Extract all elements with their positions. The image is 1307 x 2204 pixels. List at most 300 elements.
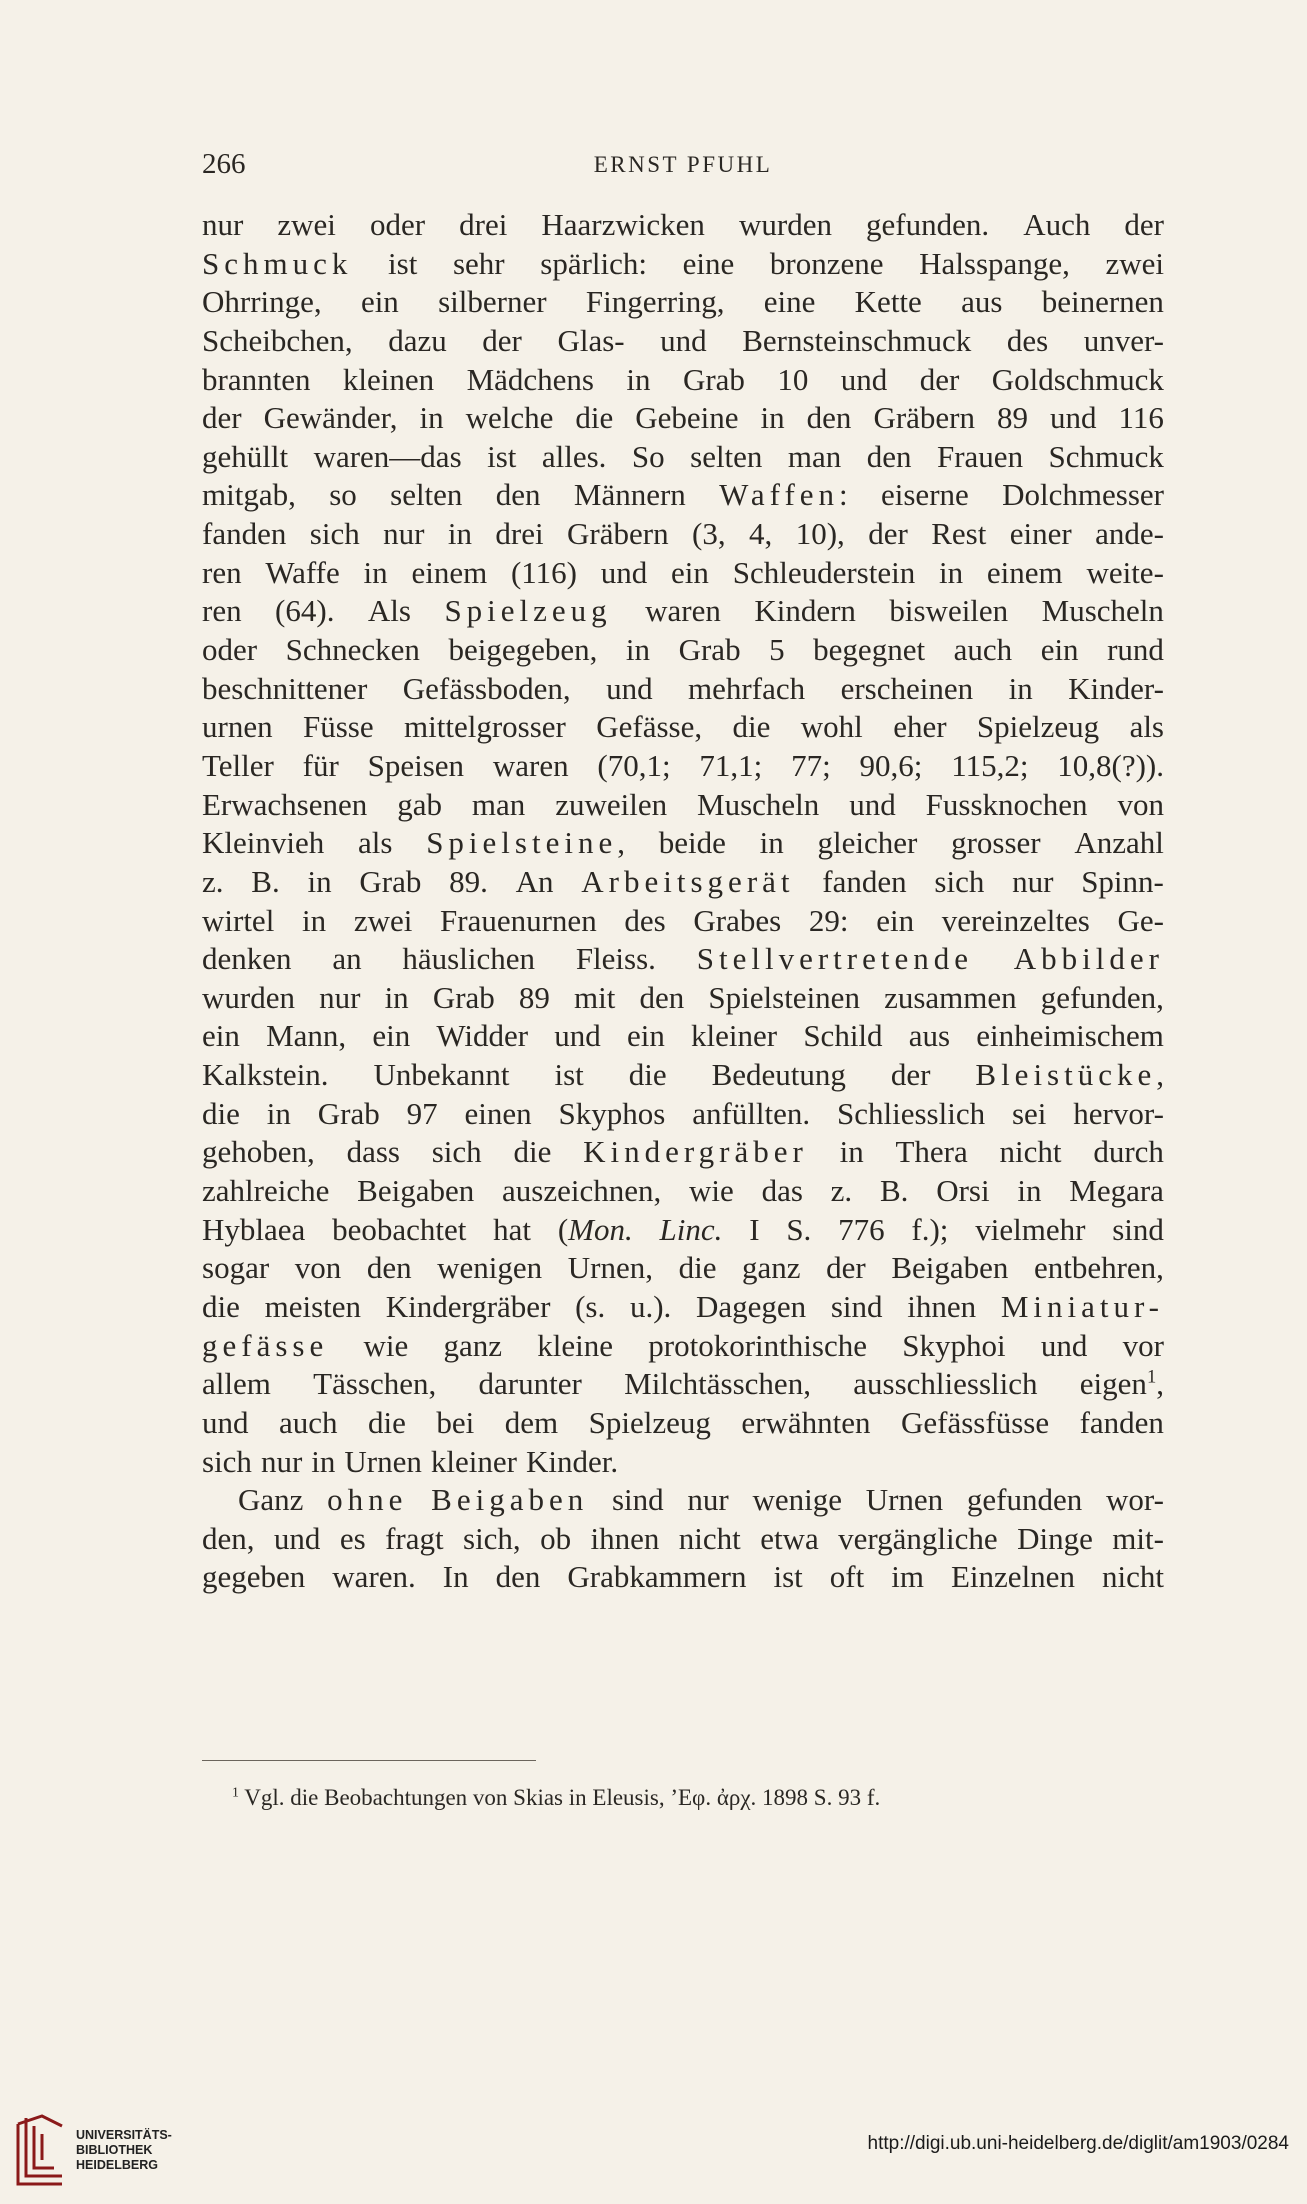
word: sind — [830, 1288, 883, 1324]
word: 77; — [791, 747, 831, 783]
word: dass — [346, 1134, 400, 1170]
word: in — [311, 1443, 336, 1479]
word: 89 — [518, 979, 550, 1015]
word: f.); — [911, 1211, 949, 1247]
word: ist — [773, 1559, 803, 1595]
word: (s. — [575, 1288, 606, 1324]
word: Goldschmuck — [991, 361, 1164, 397]
text-line — [202, 631, 1164, 670]
word: wirtel — [202, 902, 275, 938]
text-line — [202, 940, 1164, 979]
word: zwei — [1105, 245, 1164, 281]
footnote — [232, 1785, 1164, 1811]
word: Urnen, — [567, 1250, 653, 1286]
word: Frauen — [936, 438, 1024, 474]
text-line — [202, 979, 1164, 1018]
logo-line: BIBLIOTHEK — [76, 2143, 153, 2157]
text-line — [202, 206, 1164, 245]
footnote-marker: 1 — [232, 1784, 239, 1800]
text-line — [202, 322, 1164, 361]
word: ande- — [1095, 516, 1164, 552]
word: begegnet — [813, 632, 926, 668]
text-line — [202, 1288, 1164, 1327]
word: eiserne — [881, 477, 969, 513]
word: in — [307, 863, 332, 899]
word: Abbilder — [1013, 941, 1164, 977]
word: einheimischem — [976, 1018, 1164, 1054]
word: vereinzeltes — [941, 902, 1090, 938]
word: urnen — [202, 709, 273, 745]
word: Dolchmesser — [1002, 477, 1164, 513]
word: in — [419, 400, 444, 436]
source-url[interactable]: http://digi.ub.uni-heidelberg.de/diglit/am1903/0284 — [867, 2133, 1289, 2154]
word: die — [202, 1095, 240, 1131]
word: waren—das — [313, 438, 462, 474]
word: welche — [465, 400, 554, 436]
word: selten — [690, 438, 763, 474]
word: kleinen — [342, 361, 435, 397]
word: ein — [1040, 632, 1079, 668]
word: vergängliche — [838, 1520, 998, 1556]
word: und — [202, 1404, 249, 1440]
text-line — [202, 515, 1164, 554]
word: in — [759, 825, 784, 861]
word: Kette — [854, 284, 922, 320]
word: 115,2; — [951, 747, 1029, 783]
word: ein — [360, 284, 399, 320]
word: beschnittener — [202, 670, 368, 706]
word: einem — [411, 554, 488, 590]
word: wie — [363, 1327, 409, 1363]
word: unver- — [1083, 322, 1164, 358]
word: in — [447, 516, 472, 552]
word: Megara — [1069, 1173, 1164, 1209]
word: die — [368, 1404, 406, 1440]
text-line — [202, 1558, 1164, 1597]
word: wurden — [202, 979, 295, 1015]
word: den, — [202, 1520, 255, 1556]
word: in — [625, 632, 651, 668]
word: Einzelnen — [951, 1559, 1075, 1595]
text-line — [202, 670, 1164, 709]
text-line — [202, 1172, 1164, 1211]
word: nicht — [1101, 1559, 1164, 1595]
word: entbehren, — [1033, 1250, 1164, 1286]
word: 89. — [449, 863, 488, 899]
word: 10,8(?)). — [1057, 747, 1164, 783]
word: beobachtet — [332, 1211, 467, 1247]
word: erscheinen — [840, 670, 974, 706]
text-line — [202, 1095, 1164, 1134]
word: Kindergräber — [385, 1288, 551, 1324]
word: einen — [464, 1095, 532, 1131]
text-line — [202, 1404, 1164, 1443]
text-line — [202, 1365, 1164, 1404]
word: rund — [1107, 632, 1164, 668]
word: Speisen — [367, 747, 465, 783]
word: an — [332, 941, 362, 977]
word: den — [495, 1559, 541, 1595]
text-line — [202, 438, 1164, 477]
word: 29: — [808, 902, 849, 938]
word: der — [1124, 207, 1164, 242]
word: drei — [495, 516, 544, 552]
word: Ohrringe, — [202, 284, 322, 320]
word: Mädchens — [466, 361, 594, 397]
word: kleine — [537, 1327, 614, 1363]
word: Schmuck — [1048, 438, 1164, 474]
word: nur — [260, 1443, 303, 1479]
word: 89 — [997, 400, 1028, 436]
word: Kinder- — [1068, 670, 1164, 706]
word: Männern — [573, 477, 686, 513]
word: gehoben, — [202, 1134, 315, 1170]
word: (116) — [510, 554, 577, 590]
word: ihnen — [590, 1520, 660, 1556]
word: (Mon. — [557, 1211, 633, 1247]
word: gefässe — [202, 1327, 329, 1363]
word: 776 — [838, 1211, 885, 1247]
word: etwa — [760, 1520, 819, 1556]
word: waren — [492, 747, 569, 783]
word: und — [606, 670, 653, 706]
word: und — [554, 1018, 601, 1054]
word: eine — [682, 245, 735, 281]
footnote-rule — [202, 1760, 536, 1761]
word: I — [749, 1211, 760, 1247]
word: Beigaben — [891, 1250, 1009, 1286]
word: nur — [319, 979, 361, 1015]
word: in — [363, 554, 388, 590]
word: Frauenurnen — [440, 902, 597, 938]
word: mit- — [1112, 1520, 1164, 1556]
word: Schild — [803, 1018, 883, 1054]
word: Linc. — [659, 1211, 723, 1247]
word: sich — [309, 516, 360, 552]
word: Gefässe, — [596, 709, 703, 745]
word: mit — [574, 979, 616, 1015]
word: protokorinthische — [648, 1327, 867, 1363]
word: Thera — [895, 1134, 968, 1170]
word: Teller — [202, 747, 274, 783]
word: Widder — [436, 1018, 529, 1054]
word: Schnecken — [285, 632, 420, 668]
word: anfüllten. — [692, 1095, 811, 1131]
word: und — [600, 554, 648, 590]
word: einem — [986, 554, 1063, 590]
word: man — [787, 438, 842, 474]
text-line — [202, 824, 1164, 863]
word: sind — [1112, 1211, 1164, 1247]
word: Muscheln — [1041, 593, 1164, 629]
word: Spinn- — [1081, 863, 1164, 899]
word: in — [839, 1134, 864, 1170]
word: Tässchen, — [313, 1366, 437, 1402]
word: auch — [953, 632, 1013, 668]
text-line — [202, 786, 1164, 825]
word: den — [639, 979, 685, 1015]
word: ganz — [443, 1327, 503, 1363]
word: wenigen — [437, 1250, 543, 1286]
word: den — [495, 477, 541, 513]
word: zuweilen — [555, 786, 668, 822]
word: ganz — [742, 1250, 801, 1286]
word: und — [849, 786, 896, 822]
text-line — [202, 361, 1164, 400]
text-line — [202, 1249, 1164, 1288]
word: durch — [1093, 1134, 1164, 1170]
word: wurden — [738, 207, 832, 242]
word: (3, — [692, 516, 726, 552]
word: (64). — [275, 593, 335, 629]
text-line — [202, 708, 1164, 747]
word: bisweilen — [889, 593, 1009, 629]
word: Miniatur- — [1000, 1288, 1164, 1324]
word: Gefässboden, — [402, 670, 571, 706]
word: nur — [202, 207, 244, 242]
word: Erwachsenen — [202, 786, 368, 822]
word: meisten — [264, 1288, 361, 1324]
word: ein — [202, 1018, 240, 1054]
word: hervor- — [1073, 1095, 1164, 1131]
word: Stellvertretende — [696, 941, 973, 977]
word: wor- — [1106, 1482, 1164, 1518]
word: die — [513, 1134, 552, 1170]
word: Scheibchen, — [202, 322, 353, 358]
word: denken — [202, 941, 292, 977]
word: Grab — [359, 863, 422, 899]
word: B. — [251, 863, 280, 899]
word: Anzahl — [1074, 825, 1164, 861]
word: 10), — [795, 516, 845, 552]
word: für — [302, 747, 339, 783]
word: zwei — [277, 207, 336, 242]
word: Spielsteine, — [426, 825, 625, 861]
word: Kindergräber — [583, 1134, 808, 1170]
word: ist — [487, 438, 517, 474]
text-line — [202, 1017, 1164, 1056]
word: 97 — [406, 1095, 438, 1131]
text-line — [202, 1056, 1164, 1095]
word: einer — [1009, 516, 1072, 552]
word: ein — [876, 902, 915, 938]
word: oder — [202, 632, 258, 668]
word: so — [329, 477, 357, 513]
word: Glas- — [557, 322, 625, 358]
word: Unbekannt — [373, 1057, 510, 1093]
word: sich — [934, 863, 985, 899]
word: selten — [390, 477, 463, 513]
text-line — [202, 245, 1164, 284]
word: Fussknochen — [925, 786, 1088, 822]
word: die — [575, 400, 614, 436]
word: Schmuck — [202, 245, 353, 281]
word: zusammen — [884, 979, 1017, 1015]
word: nur — [383, 516, 425, 552]
word: eigen$^1$, — [1079, 1366, 1164, 1402]
word: in — [302, 902, 327, 938]
word: Waffen: — [719, 477, 848, 513]
word: Rest — [931, 516, 987, 552]
word: oft — [829, 1559, 865, 1595]
word: gefunden, — [1040, 979, 1164, 1015]
body-text — [202, 206, 1164, 1597]
word: beigegeben, — [448, 632, 598, 668]
word: Fingerring, — [585, 284, 725, 320]
text-line — [202, 1481, 1164, 1520]
word: zahlreiche — [202, 1173, 330, 1209]
word: Gräbern — [567, 516, 669, 552]
word: bronzene — [769, 245, 884, 281]
word: Spielsteinen — [708, 979, 860, 1015]
word: wenige — [752, 1482, 842, 1518]
word: die — [628, 1057, 667, 1093]
word: An — [515, 863, 554, 899]
word: es — [339, 1520, 366, 1556]
word: Halsspange, — [919, 245, 1070, 281]
text-line — [202, 283, 1164, 322]
word: häuslichen — [402, 941, 535, 977]
word: 116 — [1118, 400, 1164, 436]
word: allem — [202, 1366, 271, 1402]
text-line — [202, 747, 1164, 786]
word: ren — [202, 554, 242, 590]
word: Beigaben — [431, 1482, 589, 1518]
word: Schliesslich — [837, 1095, 986, 1131]
word: nicht — [999, 1134, 1062, 1170]
word: Auch — [1023, 207, 1091, 242]
text-line — [202, 476, 1164, 515]
word: ist — [554, 1057, 584, 1093]
word: mehrfach — [688, 670, 806, 706]
word: in — [626, 361, 651, 397]
word: gefunden. — [866, 207, 990, 242]
logo-line: UNIVERSITÄTS- — [76, 2128, 172, 2142]
page-number: 266 — [202, 148, 246, 180]
word: kleiner — [691, 1018, 778, 1054]
word: In — [442, 1559, 469, 1595]
word: So — [631, 438, 665, 474]
text-line — [202, 592, 1164, 631]
word: 4, — [749, 516, 773, 552]
library-logo-icon — [12, 2112, 68, 2190]
word: die — [732, 709, 771, 745]
word: Grabkammern — [567, 1559, 747, 1595]
word: ob — [540, 1520, 572, 1556]
word: Skyphoi — [902, 1327, 1006, 1363]
word: auch — [279, 1404, 338, 1440]
word: Grabes — [693, 902, 782, 938]
footnote-text: Vgl. die Beobachtungen von Skias in Eleusis, ’Εφ. ἀρχ. 1898 S. 93 f. — [244, 1785, 881, 1810]
word: Fleiss. — [575, 941, 656, 977]
word: hat — [493, 1211, 532, 1247]
word: der — [202, 400, 242, 436]
word: in — [760, 400, 785, 436]
word: spärlich: — [540, 245, 647, 281]
word: erwähnten — [741, 1404, 871, 1440]
word: S. — [786, 1211, 812, 1247]
word: die — [202, 1288, 240, 1324]
word: in — [1008, 670, 1033, 706]
word: wohl — [800, 709, 863, 745]
word: sogar — [202, 1250, 270, 1286]
word: des — [1006, 322, 1049, 358]
word: z. — [202, 863, 224, 899]
word: Grab — [682, 361, 745, 397]
word: brannten — [202, 361, 311, 397]
word: dazu — [388, 322, 447, 358]
word: Skyphos — [558, 1095, 666, 1131]
word: Waffe — [265, 554, 340, 590]
library-logo-text — [76, 2128, 172, 2173]
text-line — [202, 1520, 1164, 1559]
word: sind — [611, 1482, 664, 1518]
text-line — [202, 902, 1164, 941]
word: die — [678, 1250, 717, 1286]
word: Muscheln — [697, 786, 820, 822]
word: sei — [1011, 1095, 1047, 1131]
word: Dagegen — [695, 1288, 807, 1324]
word: Gräbern — [873, 400, 975, 436]
word: vielmehr — [975, 1211, 1086, 1247]
word: fanden — [1079, 1404, 1164, 1440]
word: Grab — [678, 632, 741, 668]
word: waren. — [332, 1559, 416, 1595]
word: und — [840, 361, 888, 397]
word: drei — [459, 207, 508, 242]
word: eine — [763, 284, 816, 320]
word: Urnen — [344, 1443, 422, 1479]
word: darunter — [478, 1366, 582, 1402]
logo-line: HEIDELBERG — [76, 2158, 158, 2172]
word: Bedeutung — [711, 1057, 846, 1093]
word: wie — [689, 1173, 734, 1209]
word: der — [890, 1057, 931, 1093]
word: und — [660, 322, 707, 358]
word: weite- — [1086, 554, 1164, 590]
word: ein — [626, 1018, 665, 1054]
word: Dinge — [1017, 1520, 1093, 1556]
word: Beigaben — [357, 1173, 475, 1209]
word: Grab — [432, 979, 495, 1015]
word: von — [1117, 786, 1164, 822]
word: der — [868, 516, 908, 552]
word: das — [761, 1173, 803, 1209]
word: gegeben — [202, 1559, 306, 1595]
word: in — [384, 979, 409, 1015]
word: Hyblaea — [202, 1211, 306, 1247]
word: z. — [830, 1173, 853, 1209]
word: Mann, — [266, 1018, 347, 1054]
word: gehüllt — [202, 438, 289, 474]
text-line — [202, 399, 1164, 438]
word: Kinder. — [525, 1443, 619, 1479]
word: Haarzwicken — [541, 207, 705, 242]
word: Spielzeug — [976, 709, 1100, 745]
word: B. — [879, 1173, 909, 1209]
word: aus — [961, 284, 1003, 320]
word: Gewänder, — [263, 400, 398, 436]
word: 5 — [769, 632, 785, 668]
word: mittelgrosser — [404, 709, 566, 745]
word: in — [1017, 1173, 1042, 1209]
word: 10 — [777, 361, 809, 397]
word: man — [471, 786, 526, 822]
word: von — [294, 1250, 342, 1286]
word: Milchtässchen, — [624, 1366, 811, 1402]
word: Kalkstein. — [202, 1057, 329, 1093]
word: vor — [1122, 1327, 1164, 1363]
